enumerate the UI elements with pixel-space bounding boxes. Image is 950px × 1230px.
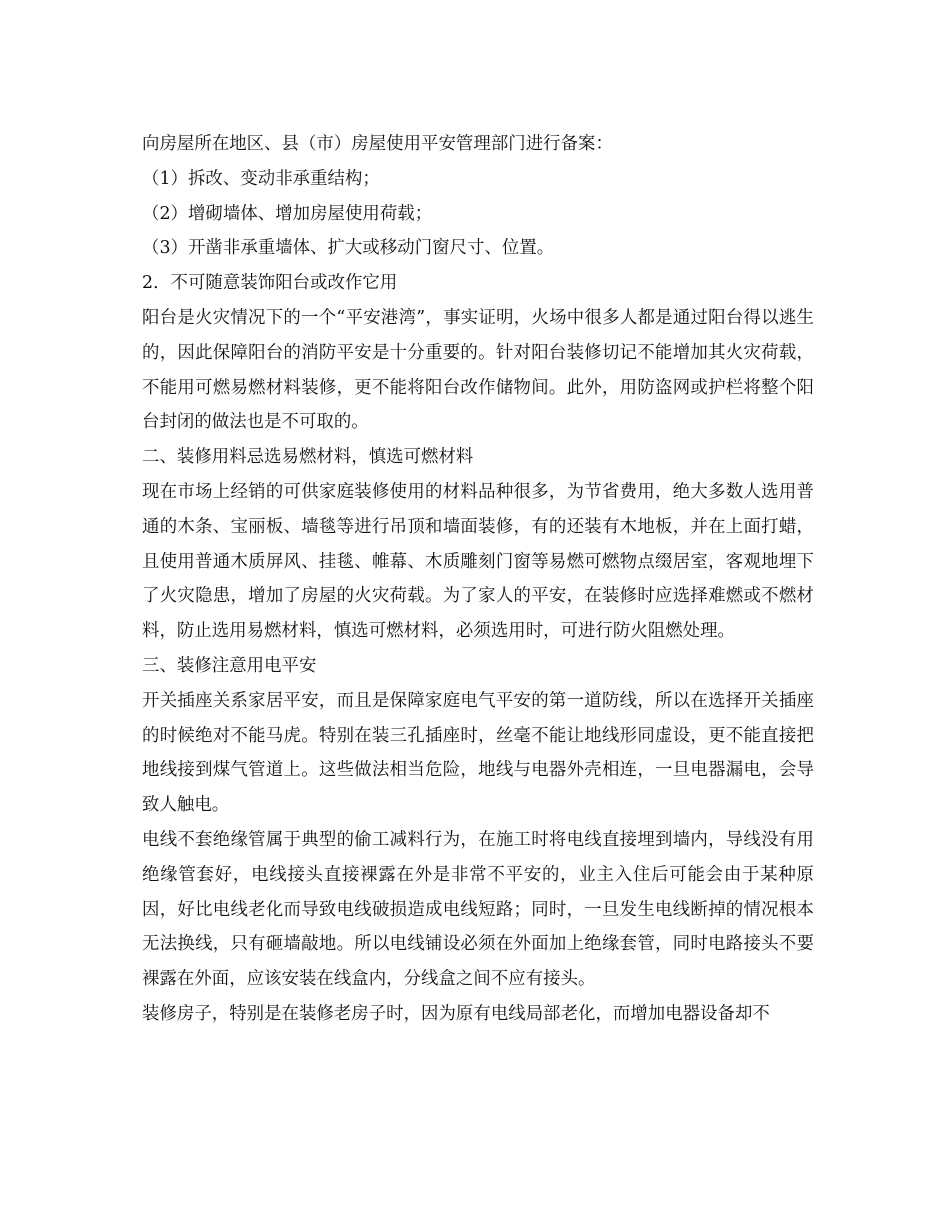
- list-item-1: （1）拆改、变动非承重结构；: [142, 168, 380, 189]
- paragraph-filing-note: 向房屋所在地区、县（市）房屋使用平安管理部门进行备案：: [142, 134, 613, 154]
- list-item-2: （2）增砌墙体、增加房屋使用荷载；: [142, 203, 433, 224]
- section-heading-materials: 二、装修用料忌选易燃材料，慎选可燃材料: [142, 447, 474, 468]
- paragraph-sockets: 开关插座关系家居平安，而且是保障家庭电气平安的第一道防线，所以在选择开关插座的时候绝对不能马虎。特别在装三孔插座时，丝毫不能让地线形同虚设，更不能直接把地线接到煤气管道上。这些做法相当危险，地线与电器外壳相连，一旦电器漏电，会导致人触电。: [142, 690, 814, 816]
- paragraph-old-house: 装修房子，特别是在装修老房子时，因为原有电线局部老化，而增加电器设备却不: [142, 1003, 770, 1024]
- document-body: [142, 127, 814, 1032]
- section-heading-electric: 三、装修注意用电平安: [142, 655, 317, 676]
- list-item-3: （3）开凿非承重墙体、扩大或移动门窗尺寸、位置。: [142, 238, 555, 259]
- paragraph-wiring: 电线不套绝缘管属于典型的偷工减料行为，在施工时将电线直接埋到墙内，导线没有用绝缘管套好，电线接头直接裸露在外是非常不平安的，业主入住后可能会由于某种原因，好比电线老化而导致电线破损造成电线短路；同时，一旦发生电线断掉的情况根本无法换线，只有砸墙敲地。所以电线铺设必须在外面加上绝缘套管，同时电路接头不要裸露在外面，应该安装在线盒内，分线盒之间不应有接头。: [142, 829, 814, 990]
- paragraph-materials: 现在市场上经销的可供家庭装修使用的材料品种很多，为节省费用，绝大多数人选用普通的木条、宝丽板、墙毯等进行吊顶和墙面装修，有的还装有木地板，并在上面打蜡，且使用普通木质屏风、挂毯、帷幕、木质雕刻门窗等易燃可燃物点缀居室，客观地埋下了火灾隐患，增加了房屋的火灾荷载。为了家人的平安，在装修时应选择难燃或不燃材料，防止选用易燃材料，慎选可燃材料，必须选用时，可进行防火阻燃处理。: [142, 481, 814, 642]
- heading-balcony: 2．不可随意装饰阳台或改作它用: [142, 273, 398, 294]
- paragraph-balcony: 阳台是火灾情况下的一个“平安港湾”，事实证明，火场中很多人都是通过阳台得以逃生的，因此保障阳台的消防平安是十分重要的。针对阳台装修切记不能增加其火灾荷载，不能用可燃易燃材料装修，更不能将阳台改作储物间。此外，用防盗网或护栏将整个阳台封闭的做法也是不可取的。: [142, 307, 814, 433]
